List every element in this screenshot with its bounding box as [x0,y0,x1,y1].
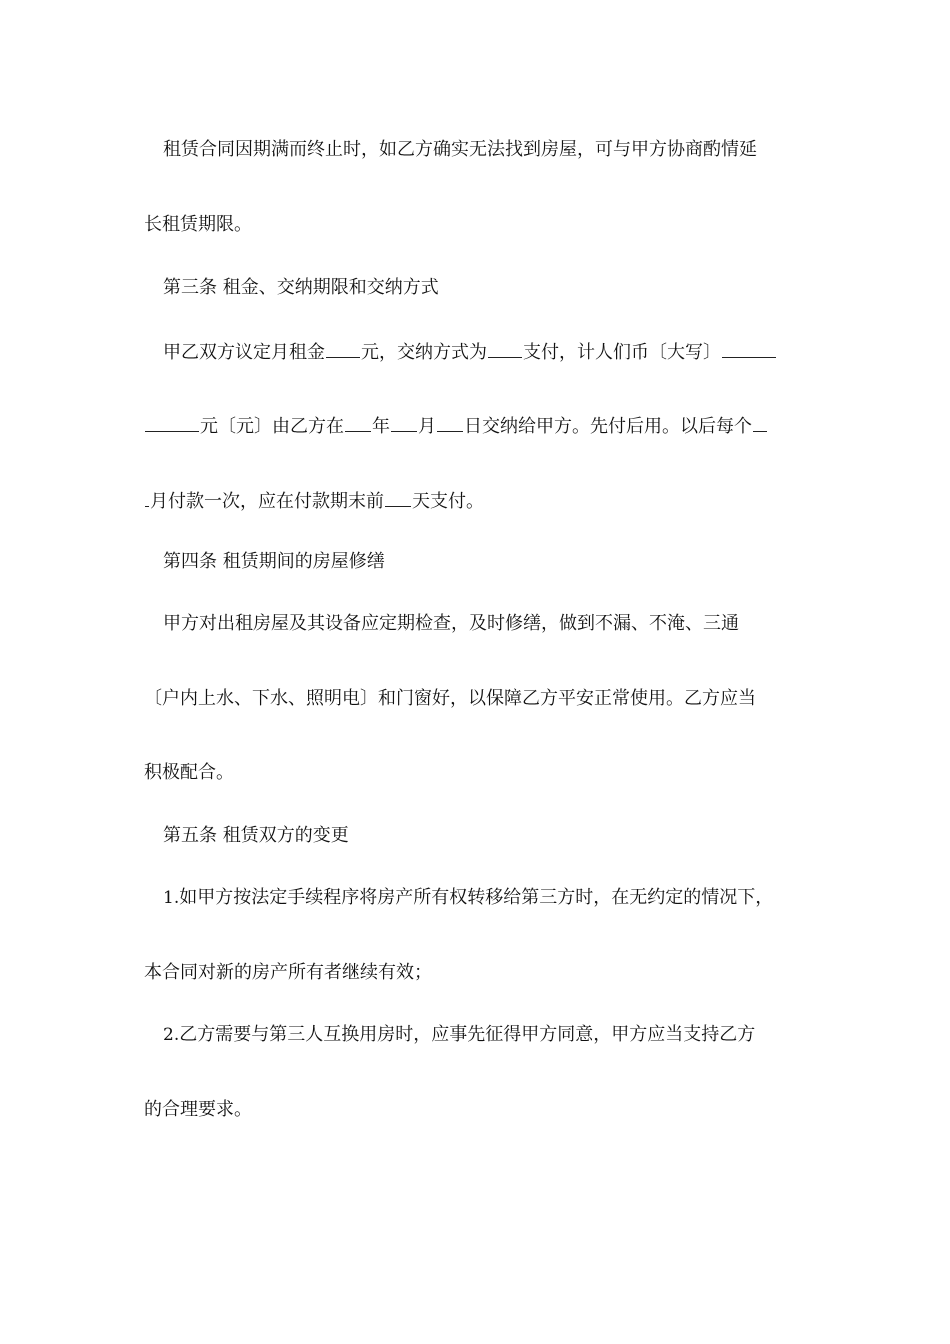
blank-field [722,339,776,358]
blank-field [345,413,371,432]
article-4-title: 第四条 租赁期间的房屋修缮 [163,551,385,572]
rent-text: 支付，计人们币〔大写〕 [523,342,721,363]
blank-field [385,488,411,507]
list-number: 2. [163,1025,180,1045]
blank-field [488,339,522,358]
rent-text: 日交纳给甲方。先付后用。以后每个 [464,416,752,437]
blank-field [326,339,360,358]
rent-line-1 [163,339,777,365]
blank-field [391,413,417,432]
rent-text: 月付款一次，应在付款期末前 [150,491,384,512]
paragraph-text: 的合理要求。 [144,1099,252,1120]
list-item-line [163,1023,755,1047]
paragraph-text: 〔户内上水、下水、照明电〕和门窗好，以保障乙方平安正常使用。乙方应当 [144,688,756,709]
rent-text: 元，交纳方式为 [361,342,487,363]
rent-line-3 [144,488,484,514]
list-number: 1. [163,888,180,908]
blank-field [437,413,463,432]
blank-field [753,413,767,432]
list-item-text: 乙方需要与第三人互换用房时，应事先征得甲方同意，甲方应当支持乙方 [179,1024,756,1045]
blank-field [145,413,199,432]
paragraph-text: 积极配合。 [144,762,234,783]
rent-text: 月 [418,416,436,437]
list-item-text: 如甲方按法定手续程序将房产所有权转移给第三方时，在无约定的情况下， [179,887,774,908]
paragraph-text: 甲方对出租房屋及其设备应定期检查，及时修缮，做到不漏、不淹、三通 [163,613,739,634]
paragraph-text: 本合同对新的房产所有者继续有效； [144,962,432,983]
list-item-line [163,886,773,910]
paragraph-text: 长租赁期限。 [144,214,252,235]
rent-text: 甲乙双方议定月租金 [163,342,325,363]
article-3-title: 第三条 租金、交纳期限和交纳方式 [163,277,439,298]
paragraph-text: 租赁合同因期满而终止时，如乙方确实无法找到房屋，可与甲方协商酌情延 [163,139,757,160]
rent-text: 年 [372,416,390,437]
blank-field [145,488,149,507]
article-5-title: 第五条 租赁双方的变更 [163,825,349,846]
rent-text: 元〔元〕由乙方在 [200,416,344,437]
rent-line-2 [144,413,768,439]
rent-text: 天支付。 [412,491,484,512]
